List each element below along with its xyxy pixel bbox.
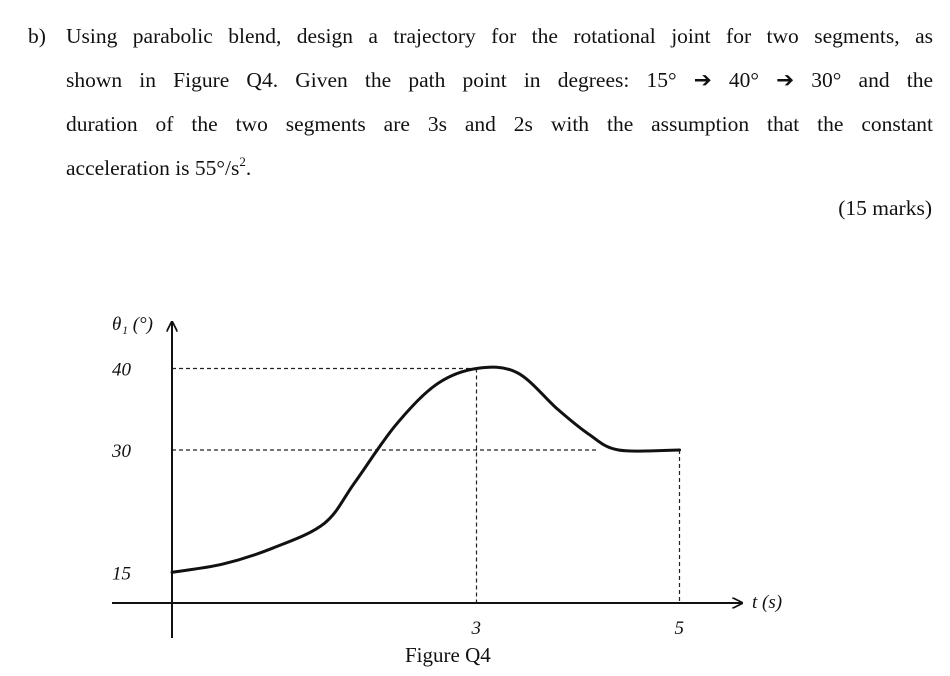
- y-axis-label: θ₁ (°): [112, 314, 153, 335]
- y-tick-label-30: 30: [112, 441, 131, 462]
- question-line-4-end: .: [245, 156, 252, 180]
- y-tick-label-40: 40: [112, 359, 131, 381]
- x-tick-label-3: 3: [471, 618, 481, 639]
- question-line-2: shown in Figure Q4. Given the path point in degrees: 15° ➔ 40° ➔ 30° and the: [66, 68, 933, 92]
- figure-caption: Figure Q4: [405, 643, 491, 667]
- y-tick-labels: [111, 360, 132, 585]
- question-line-1: Using parabolic blend, design a trajectory for the rotational joint for two segments, as: [66, 24, 933, 48]
- marks-label: (15 marks): [838, 196, 932, 220]
- x-axis-label: t (s): [752, 592, 783, 613]
- acceleration-exponent: 2: [239, 154, 246, 169]
- question-line-4-text: acceleration is 55°/s: [66, 156, 240, 180]
- question-label: b): [28, 24, 46, 48]
- question-line-3: duration of the two segments are 3s and 2s with the assumption that the constant: [66, 112, 933, 136]
- x-tick-label-5: 5: [674, 618, 684, 639]
- y-tick-label-15: 15: [112, 563, 131, 585]
- trajectory-curve: [172, 367, 680, 572]
- dashed-guide-lines: [172, 369, 680, 604]
- x-tick-labels: [471, 618, 685, 639]
